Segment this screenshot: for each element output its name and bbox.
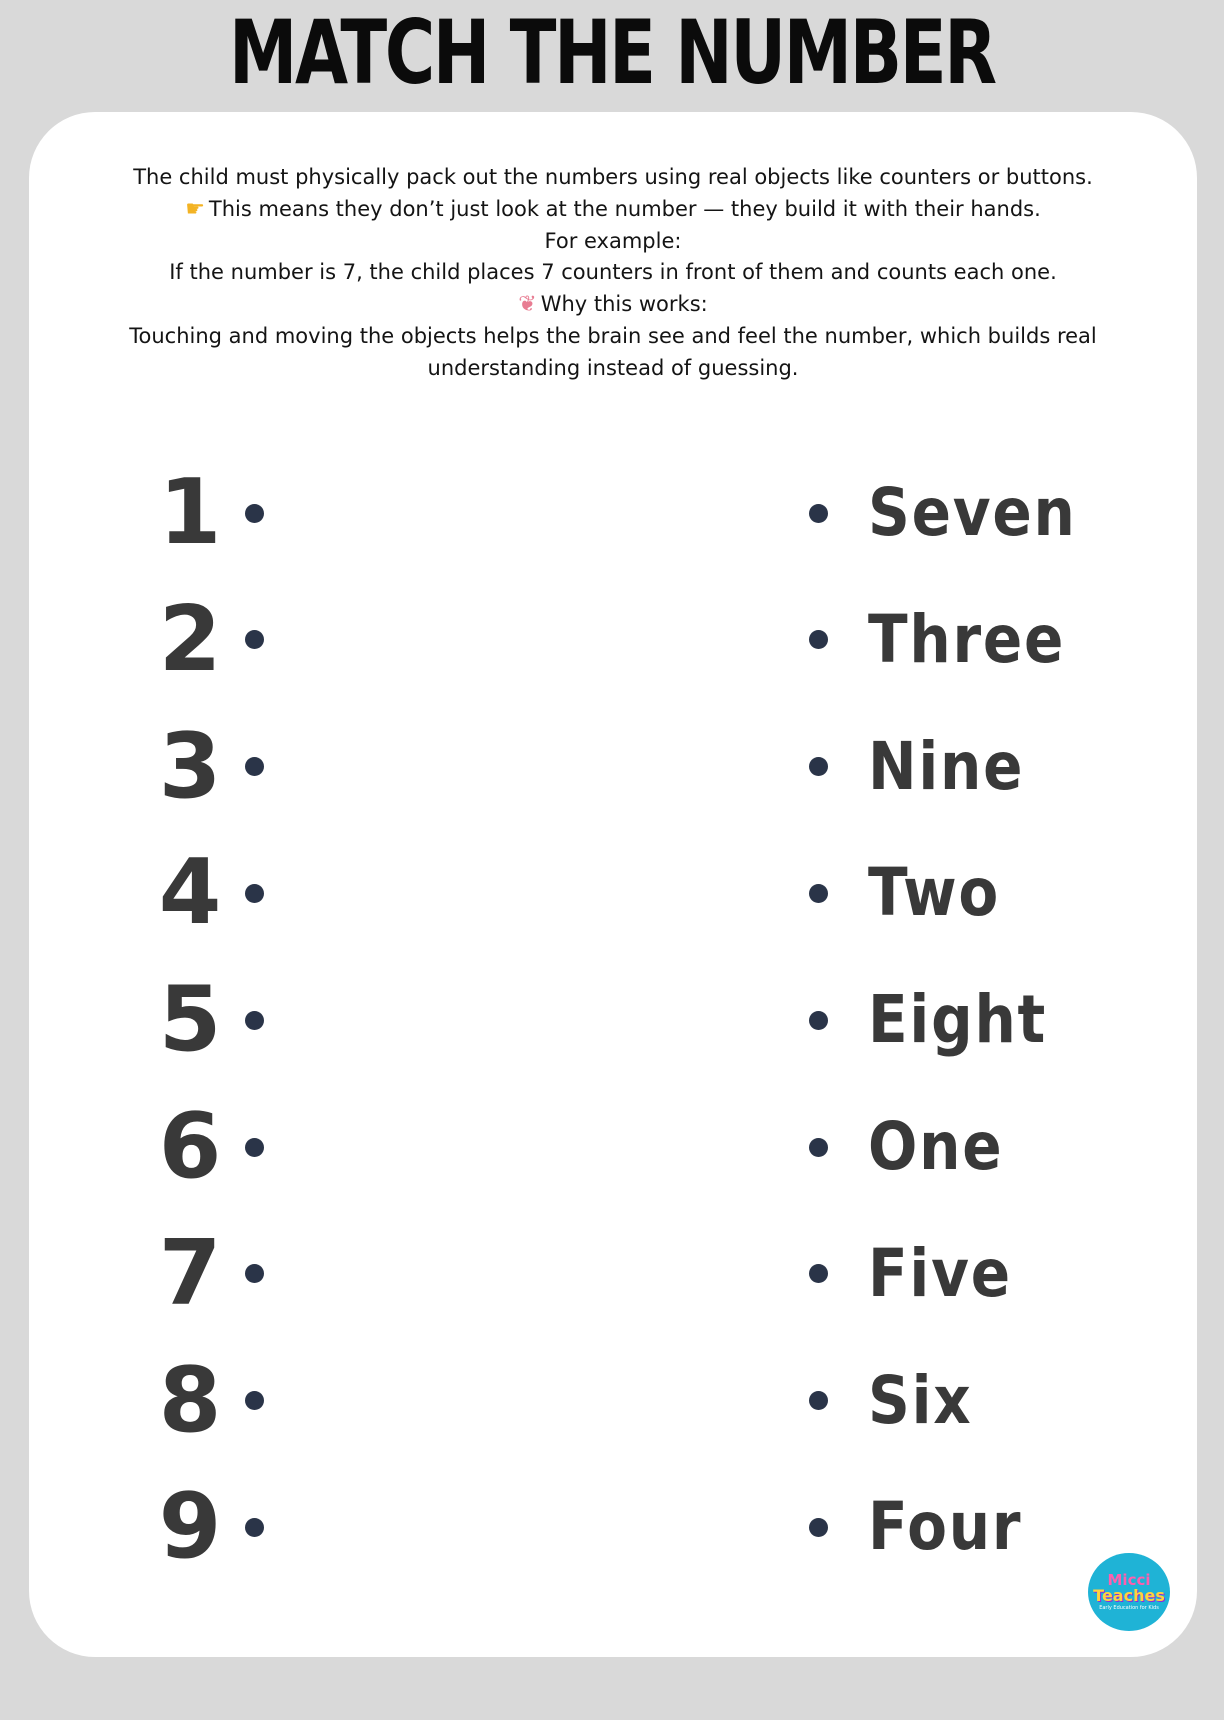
number-match-dot[interactable] <box>245 884 264 903</box>
page-title-container <box>0 0 1224 110</box>
logo-line-2: Teaches <box>1093 1586 1165 1606</box>
word-row <box>809 1224 1109 1324</box>
number-label: 7 <box>158 1220 222 1326</box>
word-label: Eight <box>868 981 1048 1059</box>
word-label: Six <box>868 1361 973 1439</box>
logo-line-3: Early Education for Kids <box>1099 1604 1159 1611</box>
word-match-dot[interactable] <box>809 630 828 649</box>
instruction-line-2 <box>29 194 1197 226</box>
word-row <box>809 1351 1109 1451</box>
number-match-dot[interactable] <box>245 757 264 776</box>
instruction-line-1: The child must physically pack out the numbers using real objects like counters or buttons. <box>133 165 1093 189</box>
word-match-dot[interactable] <box>809 504 828 523</box>
instructions <box>29 162 1197 385</box>
number-match-dot[interactable] <box>245 1138 264 1157</box>
number-row <box>155 967 285 1073</box>
number-label: 2 <box>158 586 222 692</box>
word-row <box>809 843 1109 943</box>
brain-icon: ❦ <box>518 292 537 318</box>
instruction-line-6: Touching and moving the objects helps the brain see and feel the number, which builds real understanding instead of guessing. <box>129 323 1097 380</box>
number-label: 6 <box>158 1094 222 1199</box>
number-label: 5 <box>158 967 222 1073</box>
brand-logo <box>1088 1553 1170 1631</box>
number-label: 4 <box>158 840 222 946</box>
number-row <box>155 840 285 946</box>
instruction-line-2-text: This means they don’t just look at the number — they build it with their hands. <box>208 196 1041 221</box>
number-match-dot[interactable] <box>245 1518 264 1537</box>
word-row <box>809 1097 1109 1197</box>
word-row <box>809 717 1109 817</box>
word-match-dot[interactable] <box>809 1518 828 1537</box>
word-row <box>809 970 1109 1070</box>
word-match-dot[interactable] <box>809 757 828 776</box>
number-match-dot[interactable] <box>245 1264 264 1283</box>
number-row <box>155 586 285 692</box>
word-row <box>809 590 1109 690</box>
word-match-dot[interactable] <box>809 1391 828 1410</box>
word-label: Two <box>868 854 1001 932</box>
word-label: Three <box>868 600 1066 678</box>
word-label: Five <box>868 1234 1012 1312</box>
logo-line-1: Micci <box>1107 1571 1151 1590</box>
word-match-dot[interactable] <box>809 1264 828 1283</box>
word-label: One <box>868 1108 1004 1185</box>
word-row <box>809 1477 1109 1577</box>
number-label: 9 <box>158 1474 222 1580</box>
pointing-hand-icon: ☛ <box>185 196 205 222</box>
number-label: 1 <box>158 460 222 565</box>
word-match-dot[interactable] <box>809 1011 828 1030</box>
word-label: Nine <box>868 727 1025 805</box>
number-match-dot[interactable] <box>245 1011 264 1030</box>
number-row <box>155 713 285 819</box>
word-label: Seven <box>868 474 1077 551</box>
number-match-dot[interactable] <box>245 1391 264 1410</box>
number-label: 8 <box>158 1347 222 1453</box>
page-title: MATCH THE NUMBER <box>229 1 995 104</box>
word-match-dot[interactable] <box>809 1138 828 1157</box>
number-row <box>155 1347 285 1453</box>
instruction-line-5-text: Why this works: <box>540 292 708 317</box>
word-label: Four <box>868 1488 1023 1566</box>
word-row <box>809 463 1109 563</box>
number-row <box>155 1474 285 1580</box>
number-row <box>155 460 285 565</box>
number-row <box>155 1220 285 1326</box>
instruction-line-5 <box>29 289 1197 321</box>
number-label: 3 <box>158 713 222 819</box>
instruction-line-3: For example: <box>544 228 682 253</box>
word-match-dot[interactable] <box>809 884 828 903</box>
number-match-dot[interactable] <box>245 504 264 523</box>
number-match-dot[interactable] <box>245 630 264 649</box>
number-row <box>155 1094 285 1199</box>
instruction-line-4: If the number is 7, the child places 7 counters in front of them and counts each one. <box>169 260 1057 285</box>
